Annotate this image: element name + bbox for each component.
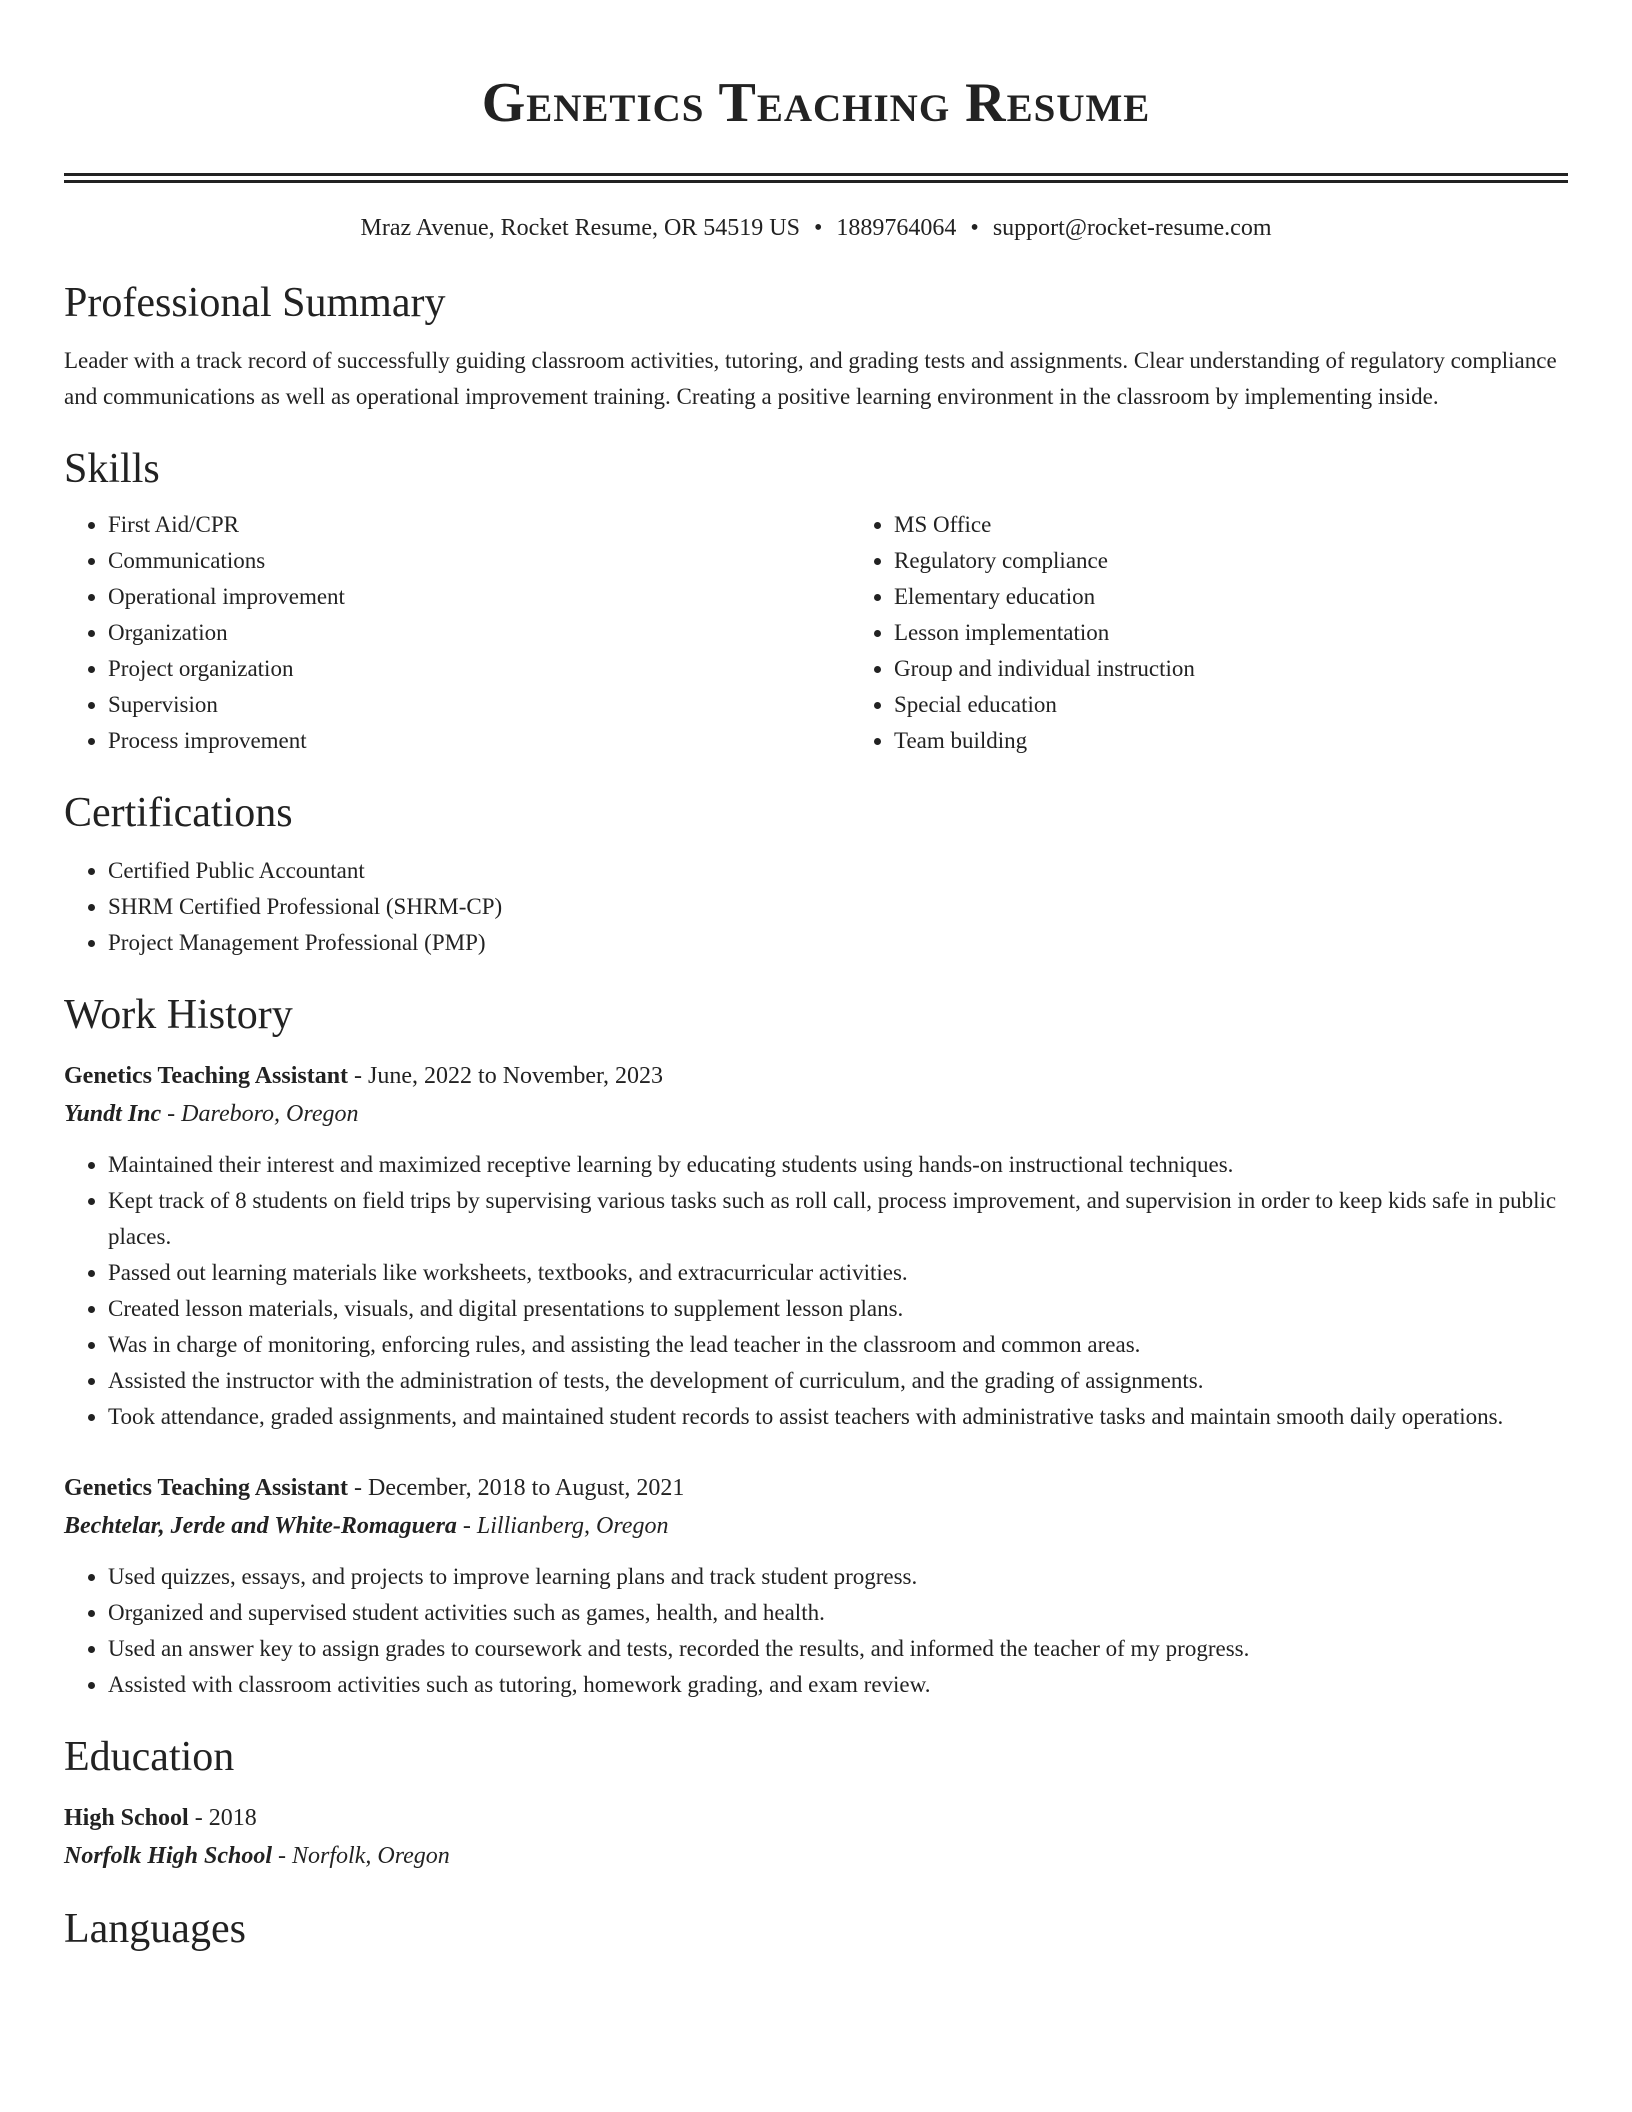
work-history-heading: Work History [64,992,293,1038]
contact-address: Mraz Avenue, Rocket Resume, OR 54519 US [360,215,800,241]
contact-email: support@rocket-resume.com [992,215,1272,241]
job-duty: • Used an answer key to assign grades to coursework and tests, recorded the results, and informed the teacher of my progress. [108,1631,1568,1667]
certification-item: • Certified Public Accountant [108,853,1568,889]
education-school-line [64,1837,1568,1875]
job-duty: • Passed out learning materials like worksheets, textbooks, and extracurricular activities. [108,1255,1568,1291]
resume-title: Genetics Teaching Resume [481,72,1151,134]
skill-item: • Project organization [108,651,850,687]
skills-list-left [64,507,850,759]
education-degree-line [64,1799,1568,1837]
summary-text: Leader with a track record of successfully guiding classroom activities, tutoring, and grading tests and assignments. Clear understanding of regulatory compliance and communications as well as operational improvement training. Creating a positive learning environment in the classroom by implementing inside. [64,348,1557,409]
skill-item: • Process improvement [108,723,850,759]
job-duty: • Used quizzes, essays, and projects to improve learning plans and track student progress. [108,1559,1568,1595]
job-duties-list [64,1559,1568,1703]
job-title-line [64,1057,1568,1095]
title-divider [64,173,1568,183]
skills-heading: Skills [64,446,160,492]
job-duty: • Created lesson materials, visuals, and digital presentations to supplement lesson plans. [108,1291,1568,1327]
job-duty: • Organized and supervised student activities such as games, health, and health. [108,1595,1568,1631]
skill-item: • Communications [108,543,850,579]
skill-item: • Regulatory compliance [894,543,1568,579]
education-degree: High School [64,1805,189,1831]
skill-item: • Organization [108,615,850,651]
education-location: - Norfolk, Oregon [278,1843,450,1869]
summary-section [64,275,1568,415]
employer-line [64,1507,1568,1545]
skill-item: • First Aid/CPR [108,507,850,543]
certification-item: • Project Management Professional (PMP) [108,925,1568,961]
certification-item: • SHRM Certified Professional (SHRM-CP) [108,889,1568,925]
skill-item: • Supervision [108,687,850,723]
job-title: Genetics Teaching Assistant [64,1063,349,1089]
employer-name: Bechtelar, Jerde and White-Romaguera [64,1513,457,1539]
contact-separator: • [970,215,979,241]
employer-location: - Lillianberg, Oregon [462,1513,669,1539]
job-duty: • Was in charge of monitoring, enforcing rules, and assisting the lead teacher in the classroom and common areas. [108,1327,1568,1363]
job-duty: • Assisted the instructor with the administration of tests, the development of curriculum, and the grading of assignments. [108,1363,1568,1399]
job-title-line [64,1469,1568,1507]
job-duties-list [64,1147,1568,1435]
skill-item: • Lesson implementation [894,615,1568,651]
education-heading: Education [64,1734,235,1780]
languages-heading: Languages [64,1906,246,1952]
employer-location: - Dareboro, Oregon [167,1101,359,1127]
skills-list-right [850,507,1568,759]
work-history-section [64,987,1568,1703]
contact-line [64,211,1568,245]
job-duty: • Took attendance, graded assignments, and maintained student records to assist teachers with administrative tasks and maintain smooth daily operations. [108,1399,1568,1435]
job-duty: • Assisted with classroom activities such as tutoring, homework grading, and exam review. [108,1667,1568,1703]
skill-item: • Operational improvement [108,579,850,615]
contact-phone: 1889764064 [836,215,957,241]
certifications-list [64,853,1568,961]
job-duty: • Kept track of 8 students on field trips by supervising various tasks such as roll call, process improvement, and supervision in order to keep kids safe in public places. [108,1183,1568,1255]
job-title: Genetics Teaching Assistant [64,1475,349,1501]
job-entry [64,1469,1568,1703]
certifications-section [64,785,1568,961]
job-dates: - June, 2022 to November, 2023 [354,1063,664,1089]
certifications-heading: Certifications [64,790,293,836]
skill-item: • Elementary education [894,579,1568,615]
contact-separator: • [814,215,823,241]
skill-item: • Special education [894,687,1568,723]
skill-item: • Team building [894,723,1568,759]
job-dates: - December, 2018 to August, 2021 [354,1475,685,1501]
job-entry [64,1057,1568,1435]
languages-section [64,1901,1568,1957]
summary-heading: Professional Summary [64,280,446,326]
education-section [64,1729,1568,1875]
skill-item: • Group and individual instruction [894,651,1568,687]
skills-section [64,441,1568,759]
employer-name: Yundt Inc [64,1101,162,1127]
skill-item: • MS Office [894,507,1568,543]
employer-line [64,1095,1568,1133]
education-year: - 2018 [194,1805,257,1831]
job-duty: • Maintained their interest and maximized receptive learning by educating students using hands-on instructional techniques. [108,1147,1568,1183]
skills-columns [64,507,1568,759]
education-school: Norfolk High School [64,1843,273,1869]
